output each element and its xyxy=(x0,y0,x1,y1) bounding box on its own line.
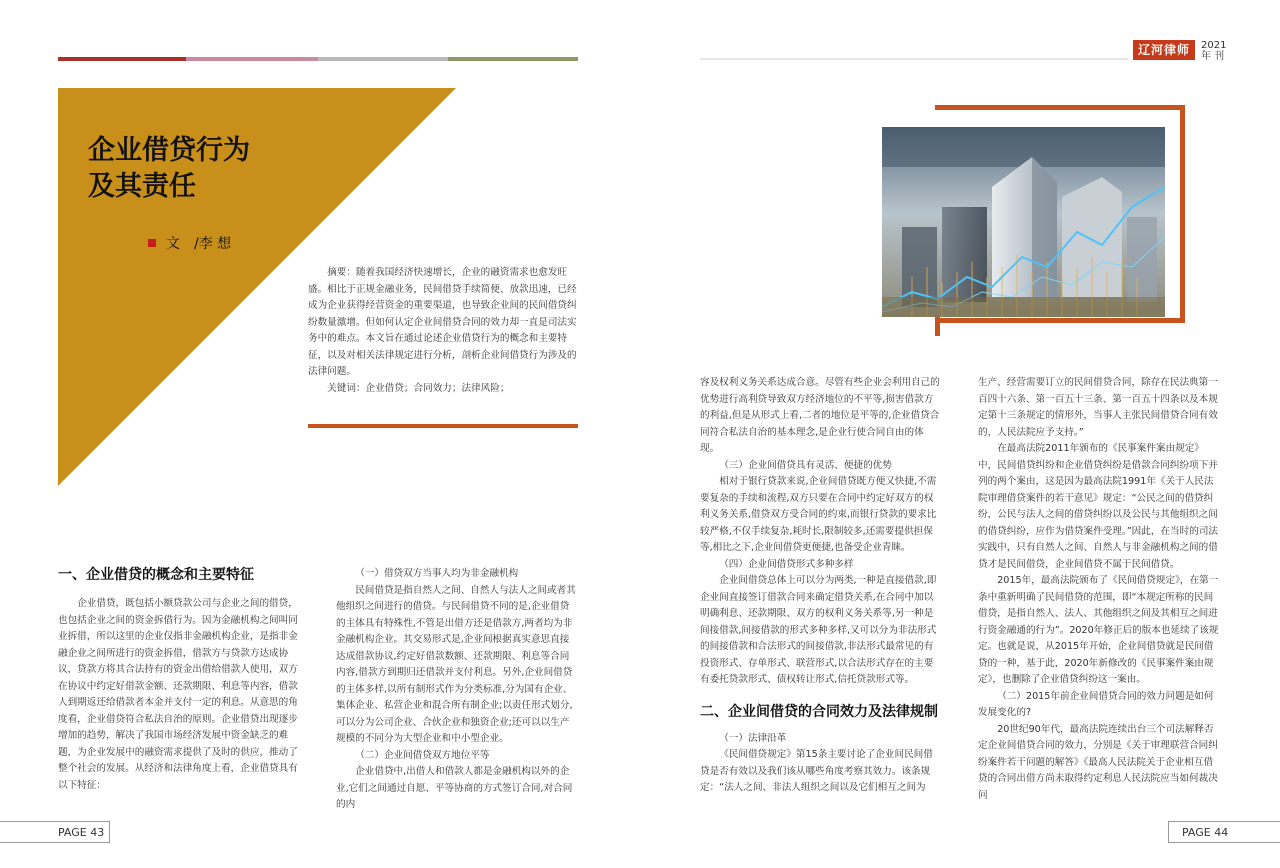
paragraph: 《民间借贷规定》第15条主要讨论了企业间民间借贷是否有效以及我们该从哪些角度考察其效力。该条规定：“法人之间、非法人组织之间以及它们相互之间为 xyxy=(700,749,933,793)
subheading: （二）企业间借贷双方地位平等 xyxy=(355,749,490,761)
year-label: 年 刊 xyxy=(1201,51,1225,62)
subheading: （一）借贷双方当事人均为非金融机构 xyxy=(355,568,519,579)
year-number: 2021 xyxy=(1201,40,1227,51)
author-byline xyxy=(148,233,231,253)
paragraph: 2015年，最高法院颁布了《民间借贷规定》，在第一条中重新明确了民间借贷的范围，即“本规定所称的民间借贷，是指自然人、法人、其他组织之间及其相互之间进行资金融通的行为”。2020年修正后的版本也延续了该规定。也就是说，从2015年开始，企业间借贷就是民间借贷的一种，基于此，2020年新修改的《民事案件案由规定》，也删除了企业借贷纠纷这一案由。 xyxy=(978,575,1219,685)
column-4 xyxy=(978,375,1222,804)
paragraph: 生产、经营需要订立的民间借贷合同，除存在民法典第一百四十六条、第一百五十三条、第一百五十四条以及本规定第十三条规定的情形外，当事人主张民间借贷合同有效的，人民法院应予支持。” xyxy=(978,377,1218,438)
article-title-line1: 企业借贷行为 xyxy=(88,135,250,166)
subheading: （三）企业间借贷具有灵活、便捷的优势 xyxy=(719,459,892,471)
paragraph: 企业借贷中,出借人和借款人都是金融机构以外的企业,它们之间通过自愿、平等协商的方式签订合同,对合同的内 xyxy=(336,766,573,810)
header-bar-green xyxy=(448,57,578,61)
abstract-underline xyxy=(308,424,578,428)
subheading: （四）企业间借贷形式多种多样 xyxy=(719,558,854,570)
header-bar-gray xyxy=(318,57,448,61)
paragraph: 在最高法院2011年颁布的《民事案件案由规定》中，民间借贷纠纷和企业借贷纠纷是借款合同纠纷项下并列的两个案由，这是因为最高法院1991年《关于人民法院审理借贷案件的若干意见》规定：“公民之间的借贷纠纷，公民与法人之间的借贷纠纷以及公民与其他组织之间的借贷纠纷，应作为借贷案件受理。”因此，在当时的司法实践中，只有自然人之间、自然人与非金融机构之间的借贷才是民间借贷，企业间借贷不属于民间借贷。 xyxy=(978,443,1219,570)
paragraph: 企业间借贷总体上可以分为两类,一种是直接借款,即企业间直接签订借款合同来确定借贷关系,在合同中加以明确利息、还款期限、双方的权利义务关系等,另一种是间接借款,间接借款的形式多种多样,又可以分为非法形式的间接借款和合法形式的间接借款,非法形式最常见的有投资形式、存单形式、联营形式,以合法形式存在的主要有委托贷款形式、债权转让形式,信托贷款形式等。 xyxy=(700,575,937,685)
header-bar-red xyxy=(58,57,186,61)
page-number-left: PAGE 43 xyxy=(0,821,110,843)
paragraph: 容及权利义务关系达成合意。尽管有些企业会利用自己的优势进行高利贷导致双方经济地位的不平等,损害借款方的利益,但是从形式上看,二者的地位是平等的,企业借贷合同符合私法自治的基本理念,是企业行使合同自由的体现。 xyxy=(700,377,940,454)
abstract-text: 摘要：随着我国经济快速增长，企业的融资需求也愈发旺盛。相比于正规金融业务，民间借贷手续简便、放款迅速，已经成为企业获得经营资金的重要渠道，也导致企业间的民间借贷纠纷数量激增。但如何认定企业间借贷合同的效力却一直是司法实务中的难点。本文旨在通过论述企业借贷行为的概念和主要特征，以及对相关法律规定进行分析，剖析企业间借贷行为涉及的法律问题。 xyxy=(308,267,577,377)
photo-frame-right xyxy=(1180,105,1185,323)
magazine-logo: 辽河律师 xyxy=(1133,40,1195,60)
keywords-text: 关键词：企业借贷；合同效力；法律风险； xyxy=(327,382,510,394)
finance-city-photo xyxy=(882,127,1165,317)
page-number-right: PAGE 44 xyxy=(1168,821,1280,843)
article-title xyxy=(88,133,348,205)
photo-frame-top xyxy=(935,105,1185,110)
subheading: （一）法律沿革 xyxy=(719,732,787,744)
magazine-year xyxy=(1201,40,1226,62)
section-heading-2: 二、企业间借贷的合同效力及法律规制 xyxy=(700,703,938,720)
article-title-line2: 及其责任 xyxy=(88,171,196,202)
column-3 xyxy=(700,375,942,797)
paragraph: 民间借贷是指自然人之间、自然人与法人之间或者其他组织之间进行的借贷。与民间借贷不同的是,企业借贷的主体具有特殊性,不管是出借方还是借款方,两者均为非金融机构企业。其交易形式是,企业间根据真实意思直接达成借款协议,约定好借款数额、还款期限、利息等合同内容,借款方到期归还借款并支付利息。另外,企业间借贷的主体多样,以所有制形式作为分类标准,分为国有企业、集体企业、私营企业和混合所有制企业;以责任形式划分,可以分为公司企业、合伙企业和独资企业;还可以以生产规模的不同分为大型企业和中小型企业。 xyxy=(336,584,576,744)
author-name: 文 /李 想 xyxy=(166,236,232,252)
subheading: （二）2015年前企业间借贷合同的效力问题是如何发展变化的? xyxy=(978,690,1214,718)
photo-frame-bottom xyxy=(935,318,1185,323)
paragraph: 相对于银行贷款来说,企业间借贷既方便又快捷,不需要复杂的手续和流程,双方只要在合同中约定好双方的权利义务关系,借贷双方受合同的约束,而银行贷款的要求比较严格,不仅手续复杂,耗时长,限制较多,还需要提供担保等,相比之下,企业间借贷更便捷,也备受企业青睐。 xyxy=(700,476,937,553)
paragraph: 企业借贷，既包括小额贷款公司与企业之间的借贷，也包括企业之间的资金拆借行为。因为金融机构之间叫同业拆借，所以这里的企业仅指非金融机构企业，是指非金融企业之间所进行的资金拆借，借款方与贷款方达成协议，贷款方将其合法持有的资金出借给借款人使用，双方在协议中约定好借款金额、还款期限、利息等内容，借款人到期返还给借款者本金并支付一定的利息。从意思的角度看，企业借贷符合私法自治的原则。企业借贷出现逐步增加的趋势，解决了我国市场经济发展中资金缺乏的难题，为企业发展中的融资需求提供了及时的供应，推动了整个社会的发展。从经济和法律角度上看，企业借贷具有以下特征： xyxy=(58,598,298,791)
abstract-block xyxy=(308,265,578,397)
section-heading-1: 一、企业借贷的概念和主要特征 xyxy=(58,567,254,583)
red-square-icon xyxy=(148,239,156,247)
paragraph: 20世纪90年代，最高法院连续出台三个司法解释否定企业间借贷合同的效力，分别是《关于审理联营合同纠纷案件若干问题的解答》《最高人民法院关于企业相互借贷的合同出借方尚未取得约定利息人民法院应当如何裁决问 xyxy=(978,723,1218,801)
column-1 xyxy=(58,564,300,794)
header-line-right xyxy=(700,58,1128,60)
header-bar-pink xyxy=(186,57,318,61)
column-2 xyxy=(336,566,578,814)
photo-frame-left xyxy=(935,316,940,336)
